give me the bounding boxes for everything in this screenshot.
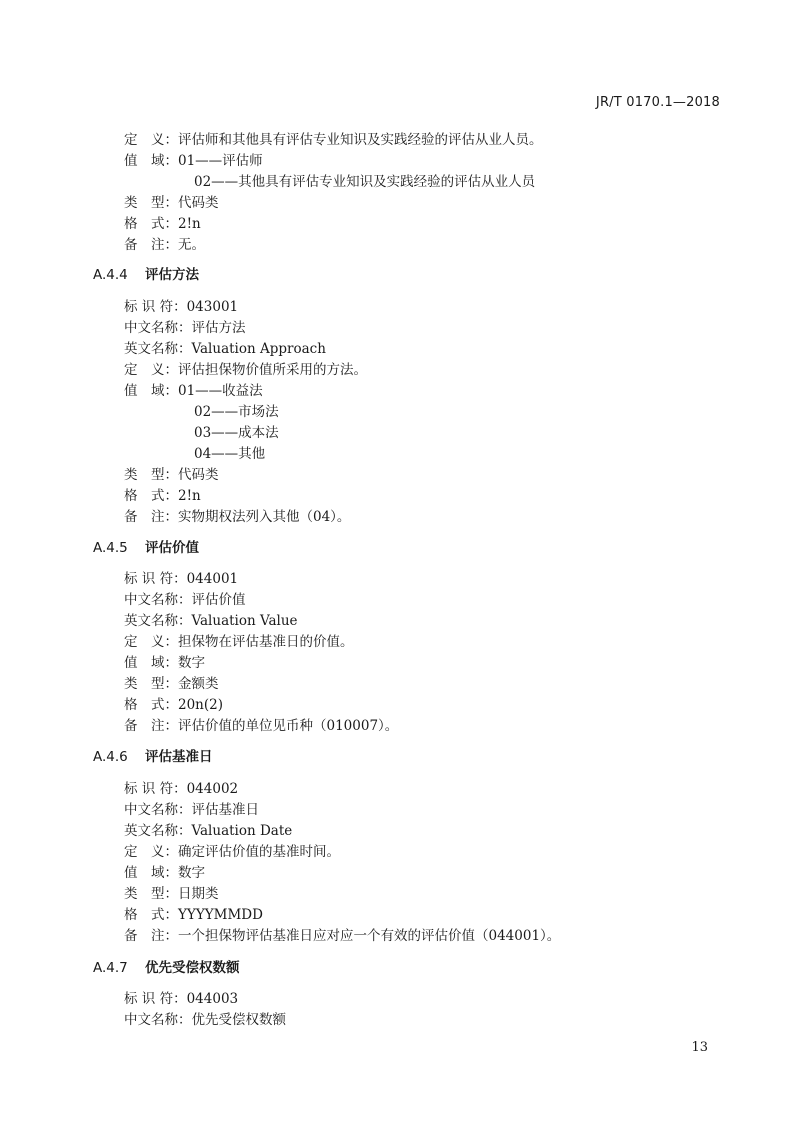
type-value: 日期类 xyxy=(178,886,219,902)
def-line xyxy=(124,360,367,380)
en-label: 英文名称： xyxy=(124,823,192,839)
standard-code-header: JR/T 0170.1—2018 xyxy=(595,95,720,110)
range-line xyxy=(124,381,263,401)
en-label: 英文名称： xyxy=(124,341,192,357)
section-title: 优先受偿权数额 xyxy=(145,960,240,976)
en-name-line xyxy=(124,821,292,841)
format-value: YYYYMMDD xyxy=(178,907,263,923)
id-value: 043001 xyxy=(186,299,239,315)
id-value: 044003 xyxy=(186,991,239,1007)
def-label: 定 义： xyxy=(124,132,178,148)
top-range-value-2: 02——其他具有评估专业知识及实践经验的评估从业人员 xyxy=(194,174,536,190)
range-value-4: 04——其他 xyxy=(194,446,266,462)
section-number: A.4.7 xyxy=(93,960,128,976)
en-value: Valuation Approach xyxy=(191,341,326,357)
def-value: 确定评估价值的基准时间。 xyxy=(178,844,340,860)
def-label: 定 义： xyxy=(124,362,178,378)
id-label: 标 识 符： xyxy=(124,299,187,315)
id-label: 标 识 符： xyxy=(124,571,187,587)
type-label: 类 型： xyxy=(124,467,178,483)
type-label: 类 型： xyxy=(124,676,178,692)
format-value: 2!n xyxy=(178,488,201,504)
cn-value: 评估基准日 xyxy=(191,802,259,818)
section-number: A.4.6 xyxy=(93,749,128,765)
note-value: 实物期权法列入其他（04）。 xyxy=(178,509,351,525)
section-title: 评估方法 xyxy=(145,267,199,283)
en-value: Valuation Value xyxy=(191,613,298,629)
def-line xyxy=(124,842,340,862)
type-value: 代码类 xyxy=(178,195,219,211)
note-label: 备 注： xyxy=(124,718,178,734)
id-line xyxy=(124,989,238,1009)
cn-value: 优先受偿权数额 xyxy=(191,1012,286,1028)
range-line xyxy=(124,863,205,883)
top-def-line xyxy=(124,130,543,150)
range-value: 数字 xyxy=(178,865,205,881)
cn-name-line xyxy=(124,800,259,820)
en-name-line xyxy=(124,339,326,359)
type-value: 金额类 xyxy=(178,676,219,692)
cn-label: 中文名称： xyxy=(124,320,192,336)
note-label: 备 注： xyxy=(124,509,178,525)
top-range-line xyxy=(124,151,263,171)
top-format-line xyxy=(124,214,201,234)
format-line xyxy=(124,486,201,506)
range-value-3: 03——成本法 xyxy=(194,425,279,441)
section-heading-a445 xyxy=(93,538,199,558)
range-value-2: 02——市场法 xyxy=(194,404,279,420)
format-line xyxy=(124,695,223,715)
def-line xyxy=(124,632,354,652)
format-value: 2!n xyxy=(178,216,201,232)
id-value: 044002 xyxy=(186,781,239,797)
note-value: 评估价值的单位见币种（010007）。 xyxy=(178,718,399,734)
def-value: 评估担保物价值所采用的方法。 xyxy=(178,362,367,378)
section-title: 评估基准日 xyxy=(145,749,213,765)
range-label: 值 域： xyxy=(124,865,178,881)
range-value: 01——评估师 xyxy=(178,153,263,169)
en-value: Valuation Date xyxy=(191,823,293,839)
cn-name-line xyxy=(124,590,246,610)
type-line xyxy=(124,465,219,485)
en-name-line xyxy=(124,611,298,631)
id-value: 044001 xyxy=(186,571,239,587)
note-line xyxy=(124,716,398,736)
type-line xyxy=(124,884,219,904)
id-line xyxy=(124,779,238,799)
cn-value: 评估方法 xyxy=(191,320,246,336)
format-line xyxy=(124,905,263,925)
section-number: A.4.5 xyxy=(93,540,128,556)
range-value: 01——收益法 xyxy=(178,383,263,399)
note-value: 无。 xyxy=(178,237,205,253)
range-label: 值 域： xyxy=(124,383,178,399)
note-label: 备 注： xyxy=(124,237,178,253)
section-heading-a446 xyxy=(93,747,213,767)
format-label: 格 式： xyxy=(124,488,178,504)
cn-label: 中文名称： xyxy=(124,802,192,818)
cn-label: 中文名称： xyxy=(124,592,192,608)
format-value: 20n(2) xyxy=(178,697,223,713)
type-label: 类 型： xyxy=(124,886,178,902)
note-line xyxy=(124,926,560,946)
top-note-line xyxy=(124,235,205,255)
note-value: 一个担保物评估基准日应对应一个有效的评估价值（044001）。 xyxy=(178,928,561,944)
cn-name-line xyxy=(124,1010,286,1030)
id-line xyxy=(124,297,238,317)
type-line xyxy=(124,674,219,694)
def-label: 定 义： xyxy=(124,844,178,860)
section-heading-a447 xyxy=(93,958,240,978)
type-value: 代码类 xyxy=(178,467,219,483)
en-label: 英文名称： xyxy=(124,613,192,629)
id-label: 标 识 符： xyxy=(124,991,187,1007)
top-type-line xyxy=(124,193,219,213)
format-label: 格 式： xyxy=(124,216,178,232)
id-label: 标 识 符： xyxy=(124,781,187,797)
range-value: 数字 xyxy=(178,655,205,671)
def-label: 定 义： xyxy=(124,634,178,650)
range-label: 值 域： xyxy=(124,655,178,671)
cn-label: 中文名称： xyxy=(124,1012,192,1028)
id-line xyxy=(124,569,238,589)
type-label: 类 型： xyxy=(124,195,178,211)
cn-value: 评估价值 xyxy=(191,592,246,608)
cn-name-line xyxy=(124,318,246,338)
page-number: 13 xyxy=(691,1040,708,1055)
note-line xyxy=(124,507,350,527)
format-label: 格 式： xyxy=(124,697,178,713)
range-line xyxy=(124,653,205,673)
def-value: 评估师和其他具有评估专业知识及实践经验的评估从业人员。 xyxy=(178,132,543,148)
section-title: 评估价值 xyxy=(145,540,199,556)
format-label: 格 式： xyxy=(124,907,178,923)
range-label: 值 域： xyxy=(124,153,178,169)
section-number: A.4.4 xyxy=(93,267,128,283)
def-value: 担保物在评估基准日的价值。 xyxy=(178,634,354,650)
section-heading-a444 xyxy=(93,265,199,285)
note-label: 备 注： xyxy=(124,928,178,944)
